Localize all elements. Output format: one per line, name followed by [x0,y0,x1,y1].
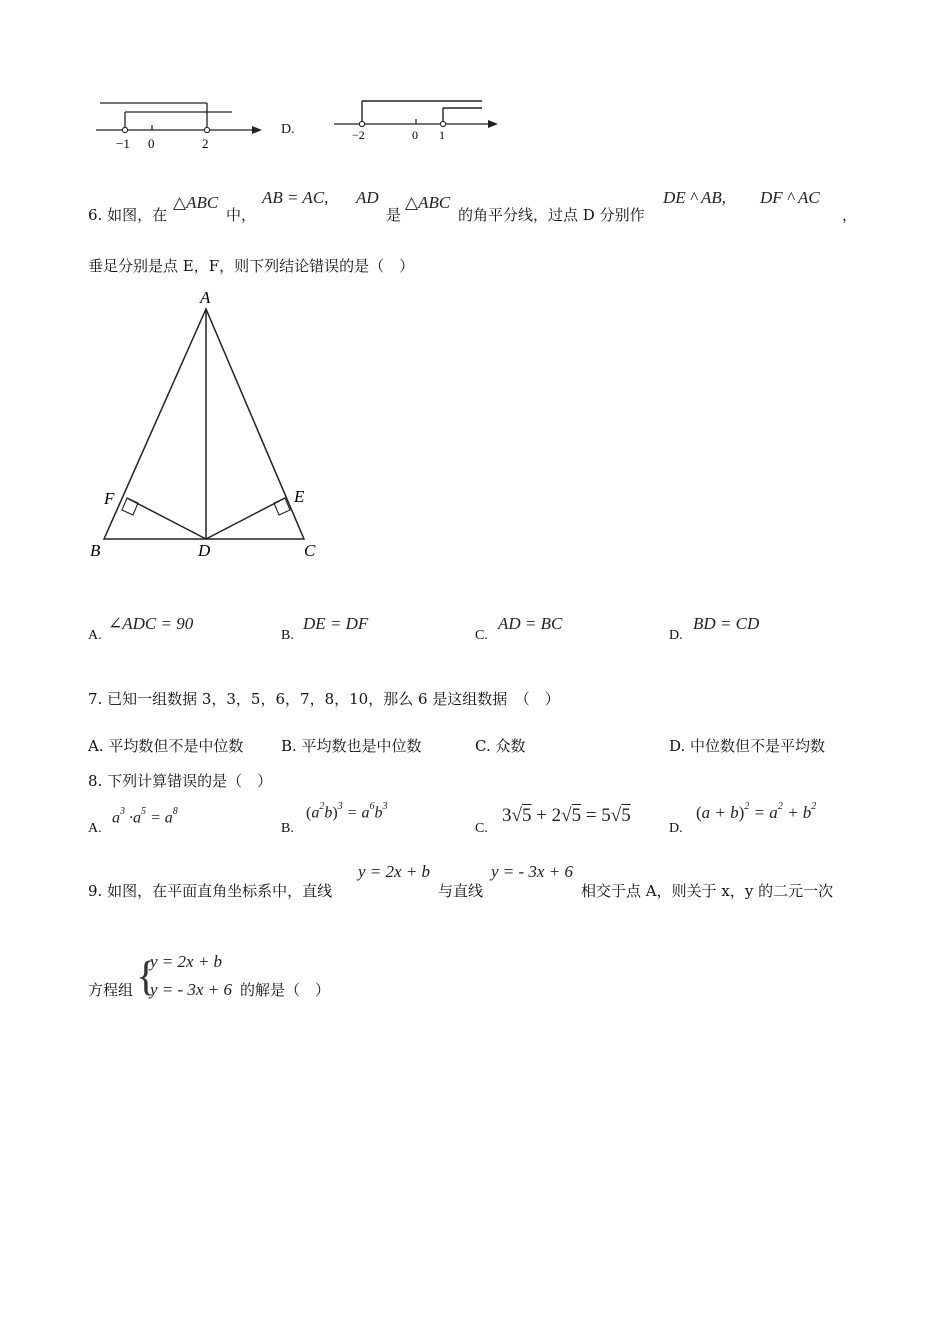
vertex-label-a: A [200,288,211,307]
option-label: C. [475,821,488,836]
option-expr: DE = DF [303,614,369,633]
triangle-abc: △ABC [405,193,451,212]
tick-label: 0 [412,128,418,142]
q9-text: 的解是（ ） [240,981,331,999]
system-brace: { [136,954,157,1000]
option-expr: BD = CD [693,614,760,633]
q6-text: ， [842,206,858,224]
option-expr: AD = BC [498,614,563,633]
option-expr-d: $(a + b)^2 = a^2 + b^2$ [696,801,817,822]
q9-text: 与直线 [438,882,484,900]
q6-number: 6. 如图，在 [88,206,168,224]
vertex-label-e: E [294,487,305,506]
q6-text: 是 [386,206,402,224]
q7-option-c: C. 众数 [475,737,526,755]
tick-label: 2 [202,136,209,151]
vertex-label-d: D [198,541,211,560]
tick-label: 1 [439,128,445,142]
number-line-c [92,98,272,156]
line-equation-1: y = 2x + b [358,862,431,881]
q9-number: 9. 如图，在平面直角坐标系中，直线 [88,882,333,900]
option-label: D. [669,821,683,836]
vertex-label-c: C [304,541,316,560]
vertex-label-b: B [90,541,101,560]
triangle-abc: △ABC [173,193,219,212]
tick-label: −2 [352,128,365,142]
q7-stem: 7. 已知一组数据 3，3，5，6，7，8，10，那么 6 是这组数据 （ ） [88,690,560,708]
condition-de-perp-ab: DE ^ AB, [663,188,727,207]
option-label: D. [669,628,683,643]
option-label: A. [88,628,102,643]
condition-df-perp-ac: DF ^ AC [760,188,820,207]
number-line-d [332,96,507,146]
vertex-label-f: F [104,489,115,508]
option-expr-c: 3√5 + 2√5 = 5√5 [502,805,631,826]
q7-option-a: A. 平均数但不是中位数 [88,737,244,755]
q9-text: 方程组 [88,981,134,999]
option-expr-b: $(a^2b)^3 = a^6b^3$ [306,801,388,822]
system-equation-1: y = 2x + b [150,952,223,971]
triangle-figure [80,285,340,570]
q8-stem: 8. 下列计算错误的是（ ） [88,772,273,790]
option-expr: ∠ADC = 90 [108,614,194,633]
option-label: A. [88,821,102,836]
tick-label: 0 [148,136,155,151]
q7-option-b: B. 平均数也是中位数 [281,737,422,755]
q9-text: 相交于点 A，则关于 x，y 的二元一次 [581,882,834,900]
tick-label: −1 [116,136,130,151]
system-equation-2: y = - 3x + 6 [150,980,232,999]
segment-ad: AD [356,188,379,207]
option-label: C. [475,628,488,643]
q6-text: 的角平分线，过点 D 分别作 [458,206,645,224]
option-d-label: D. [281,122,295,137]
condition-ab-ac: AB = AC, [262,188,329,207]
q6-text: 中， [226,206,257,224]
q7-option-d: D. 中位数但不是平均数 [669,737,826,755]
q6-text-line2: 垂足分别是点 E，F，则下列结论错误的是（ ） [88,257,415,275]
option-label: B. [281,628,294,643]
option-label: B. [281,821,294,836]
option-expr-a: $a^3 \cdot a^5 = a^8$ [112,806,178,827]
line-equation-2: y = - 3x + 6 [491,862,573,881]
